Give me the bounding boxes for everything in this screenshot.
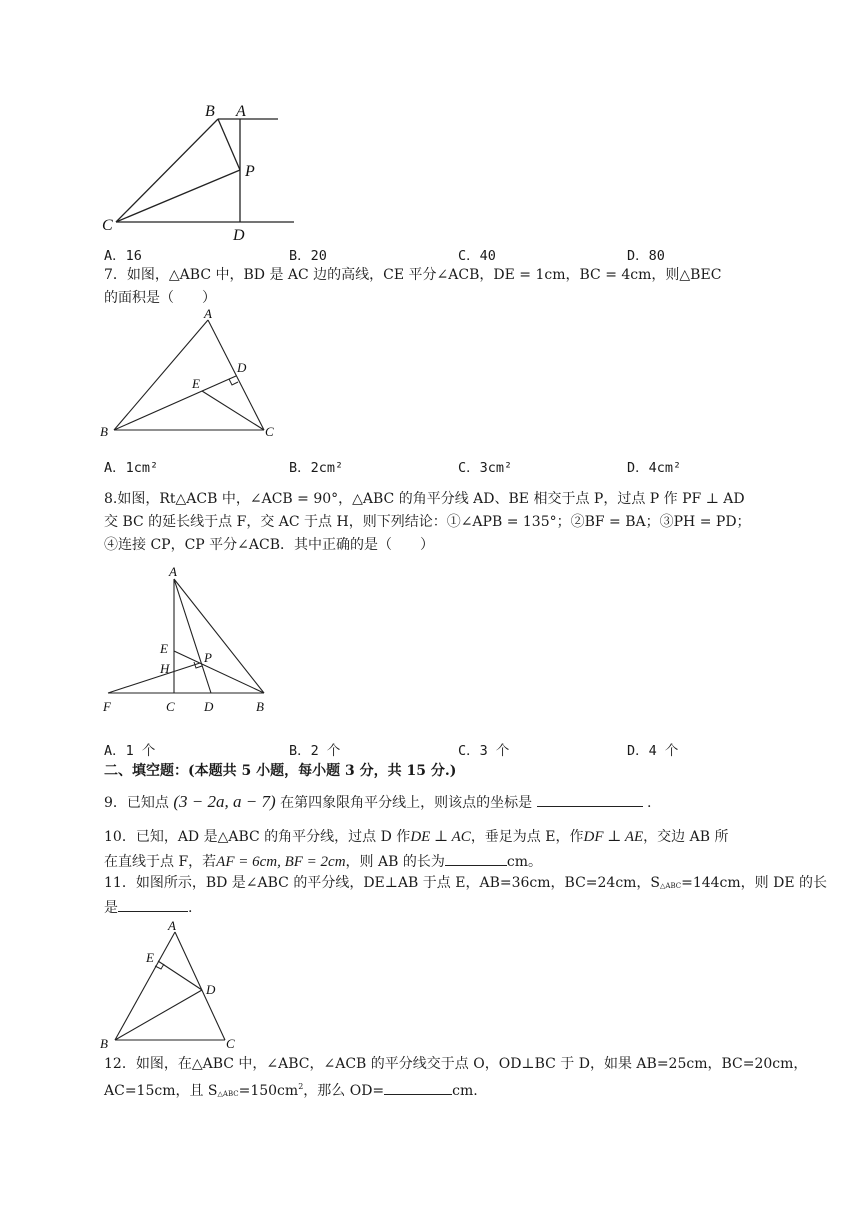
q10-math-df-ae: DF ⊥ AE <box>583 829 644 845</box>
q6-label-d: D <box>233 227 245 244</box>
q7-label-d: D <box>237 360 247 375</box>
q9-point: (3 − 2a, a − 7) <box>173 792 276 811</box>
q8-option-b[interactable]: B．2 个 <box>289 743 341 759</box>
q7-label-c: C <box>265 424 274 439</box>
q8-option-a[interactable]: A．1 个 <box>104 743 156 759</box>
q9-prefix: 9．已知点 <box>104 795 169 811</box>
q12-answer-blank[interactable] <box>384 1080 452 1095</box>
q8-option-c[interactable]: C．3 个 <box>458 743 510 759</box>
q8-stem-line1: 8.如图，Rt△ACB 中，∠ACB = 90°，△ABC 的角平分线 AD、BE 相交于点 P，过点 P 作 PF ⊥ AD <box>104 491 745 507</box>
q11-text-a: 11．如图所示，BD 是∠ABC 的平分线，DE⊥AB 于点 E，AB=36cm，BC=24cm，S <box>104 875 661 891</box>
q8-label-e: E <box>160 641 168 656</box>
q11-area-subscript: △ABC <box>660 882 682 890</box>
q10-unit: cm。 <box>506 854 542 870</box>
q10-math-de-ac: DE ⊥ AC <box>410 829 471 845</box>
q8-label-p: P <box>204 650 212 665</box>
q10-text-a: 10．已知，AD 是△ABC 的角平分线，过点 D 作 <box>104 829 411 845</box>
q7-label-e: E <box>192 376 200 391</box>
q10-answer-blank[interactable] <box>445 851 507 866</box>
q7-label-a: A <box>204 306 212 321</box>
q12-text-c: ，那么 OD= <box>303 1083 385 1099</box>
q7-option-a[interactable]: A．1cm² <box>104 460 159 476</box>
q12-superscript: 2 <box>298 1082 304 1091</box>
q7-stem-line2: 的面积是（ ） <box>104 290 216 306</box>
q8-label-h: H <box>160 661 170 676</box>
q8-label-a: A <box>169 564 177 579</box>
q8-figure <box>98 562 288 718</box>
q9-answer-blank[interactable] <box>537 792 643 807</box>
q11-answer-blank[interactable] <box>118 897 188 912</box>
q8-label-f: F <box>103 699 111 714</box>
q11-stem-line2 <box>104 897 192 917</box>
q10-text-e: ，则 AB 的长为 <box>345 854 445 870</box>
section2-heading: 二、填空题：(本题共 5 小题，每小题 3 分，共 15 分.) <box>104 763 457 779</box>
q10-stem-line2 <box>104 851 542 871</box>
q11-stem-line1 <box>104 874 827 895</box>
q11-label-c: C <box>226 1036 235 1050</box>
q11-label-e: E <box>146 950 154 965</box>
q11-end: . <box>188 900 193 916</box>
q12-text-b: =150cm <box>238 1083 299 1099</box>
q10-text-d: 在直线于点 F，若 <box>104 854 217 870</box>
q6-label-p: P <box>245 163 255 180</box>
q10-stem-line1 <box>104 828 728 846</box>
q6-option-a[interactable]: A．16 <box>104 248 142 264</box>
q12-text-a: AC=15cm，且 S <box>104 1083 218 1099</box>
q7-label-b: B <box>100 424 108 439</box>
q8-option-d[interactable]: D．4 个 <box>627 743 679 759</box>
q7-stem-line1: 7．如图，△ABC 中，BD 是 AC 边的高线，CE 平分∠ACB，DE = 1cm，BC = 4cm，则△BEC <box>104 267 722 283</box>
q8-label-c: C <box>166 699 175 714</box>
q11-label-d: D <box>206 982 216 997</box>
q12-stem-line2 <box>104 1078 478 1103</box>
q12-area-subscript: △ABC <box>217 1090 239 1098</box>
q6-label-b: B <box>205 103 215 120</box>
q9-end: . <box>647 795 652 811</box>
q8-stem-line3: ④连接 CP，CP 平分∠ACB．其中正确的是（ ） <box>104 537 435 553</box>
q6-option-c[interactable]: C．40 <box>458 248 496 264</box>
q12-unit: cm. <box>452 1083 478 1099</box>
q10-text-b: ，垂足为点 E，作 <box>470 829 584 845</box>
q10-text-c: ，交边 AB 所 <box>643 829 729 845</box>
q11-text-b: =144cm，则 DE 的长 <box>681 875 828 891</box>
q7-option-b[interactable]: B．2cm² <box>289 460 344 476</box>
q9-stem <box>104 792 651 812</box>
q7-option-d[interactable]: D．4cm² <box>627 460 682 476</box>
q11-label-a: A <box>168 918 176 933</box>
q6-option-b[interactable]: B．20 <box>289 248 327 264</box>
q6-option-d[interactable]: D．80 <box>627 248 665 264</box>
q7-figure <box>98 306 288 440</box>
q10-math-af-bf: AF = 6cm, BF = 2cm <box>216 854 346 870</box>
q8-stem-line2: 交 BC 的延长线于点 F，交 AC 于点 H，则下列结论：①∠APB = 135°；②BF = BA；③PH = PD； <box>104 514 751 530</box>
q8-label-b: B <box>256 699 264 714</box>
q11-text-c: 是 <box>104 900 118 916</box>
q6-label-a: A <box>236 103 246 120</box>
q11-figure <box>98 918 248 1050</box>
q7-option-c[interactable]: C．3cm² <box>458 460 513 476</box>
q6-figure <box>100 98 300 248</box>
q11-label-b: B <box>100 1036 108 1050</box>
q12-stem-line1: 12．如图，在△ABC 中，∠ABC，∠ACB 的平分线交于点 O，OD⊥BC 于 D，如果 AB=25cm，BC=20cm， <box>104 1056 808 1072</box>
q8-label-d: D <box>204 699 214 714</box>
q9-suffix: 在第四象限角平分线上，则该点的坐标是 <box>280 795 533 811</box>
q6-label-c: C <box>102 217 113 234</box>
